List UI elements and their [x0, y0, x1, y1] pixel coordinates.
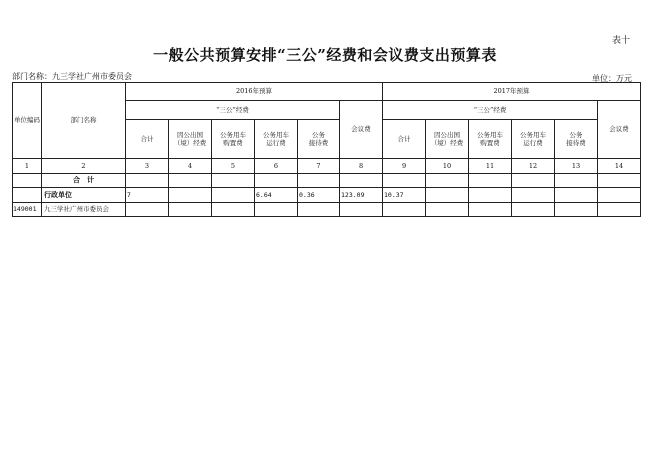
admin-unit-row: [13, 188, 641, 203]
table-row: [13, 203, 641, 217]
col-number: 1: [13, 159, 42, 174]
col-number: 4: [169, 159, 212, 174]
row-unit-code: 149001: [13, 203, 42, 217]
col-number: 2: [42, 159, 126, 174]
cell-2016-total: 7: [126, 188, 169, 203]
reception-2016-header: 公务 接待费: [298, 120, 340, 159]
cell-2017-vehicle-run: [512, 188, 555, 203]
vehicle-buy-2017-header: 公务用车 购置费: [469, 120, 512, 159]
unit-code-header: 单位编码: [13, 83, 42, 159]
sangong-2017-header: “三公”经费: [383, 101, 598, 120]
cell-2017-vehicle-buy: [469, 188, 512, 203]
unit-label: 单位：万元: [592, 74, 632, 83]
col-number: 7: [298, 159, 340, 174]
admin-unit-code: [13, 188, 42, 203]
vehicle-run-2016-header: 公务用车 运行费: [255, 120, 298, 159]
cell-2017-reception: [555, 188, 598, 203]
meeting-2017-header: 会议费: [598, 101, 641, 159]
vehicle-buy-2016-header: 公务用车 购置费: [212, 120, 255, 159]
col-number: 13: [555, 159, 598, 174]
page-title: 一般公共预算安排“三公”经费和会议费支出预算表: [153, 46, 497, 64]
col-number: 5: [212, 159, 255, 174]
col-number: 10: [426, 159, 469, 174]
department-label: 部门名称：九三学社广州市委员会: [12, 72, 132, 81]
col-number: 8: [340, 159, 383, 174]
header-row-years: [13, 83, 641, 101]
col-number: 9: [383, 159, 426, 174]
col-number: 14: [598, 159, 641, 174]
cell-2016-meeting: 123.09: [340, 188, 383, 203]
sangong-2016-header: “三公”经费: [126, 101, 340, 120]
col-number: 11: [469, 159, 512, 174]
budget-table: [12, 82, 641, 217]
dept-name-header: 部门名称: [42, 83, 126, 159]
vehicle-run-2017-header: 公务用车 运行费: [512, 120, 555, 159]
admin-unit-label: 行政单位: [42, 188, 126, 203]
total-2016-header: 合计: [126, 120, 169, 159]
column-number-row: [13, 159, 641, 174]
reception-2017-header: 公务 接待费: [555, 120, 598, 159]
abroad-2016-header: 因公出国 （境）经费: [169, 120, 212, 159]
total-2017-header: 合计: [383, 120, 426, 159]
total-row-label: 合 计: [42, 174, 126, 188]
cell-2017-abroad: [426, 188, 469, 203]
cell-2017-meeting: [598, 188, 641, 203]
year-2016-header: 2016年预算: [126, 83, 383, 101]
cell-2017-total: 10.37: [383, 188, 426, 203]
col-number: 6: [255, 159, 298, 174]
col-number: 12: [512, 159, 555, 174]
cell-2016-vehicle-run: 6.64: [255, 188, 298, 203]
total-row: [13, 174, 641, 188]
table-number: 表十: [612, 36, 631, 46]
year-2017-header: 2017年预算: [383, 83, 641, 101]
abroad-2017-header: 因公出国 （境）经费: [426, 120, 469, 159]
cell-2016-reception: 0.36: [298, 188, 340, 203]
meeting-2016-header: 会议费: [340, 101, 383, 159]
cell-2016-abroad: [169, 188, 212, 203]
col-number: 3: [126, 159, 169, 174]
row-dept-name: 九三学社广州市委员会: [42, 203, 126, 217]
total-row-code: [13, 174, 42, 188]
cell-2016-vehicle-buy: [212, 188, 255, 203]
